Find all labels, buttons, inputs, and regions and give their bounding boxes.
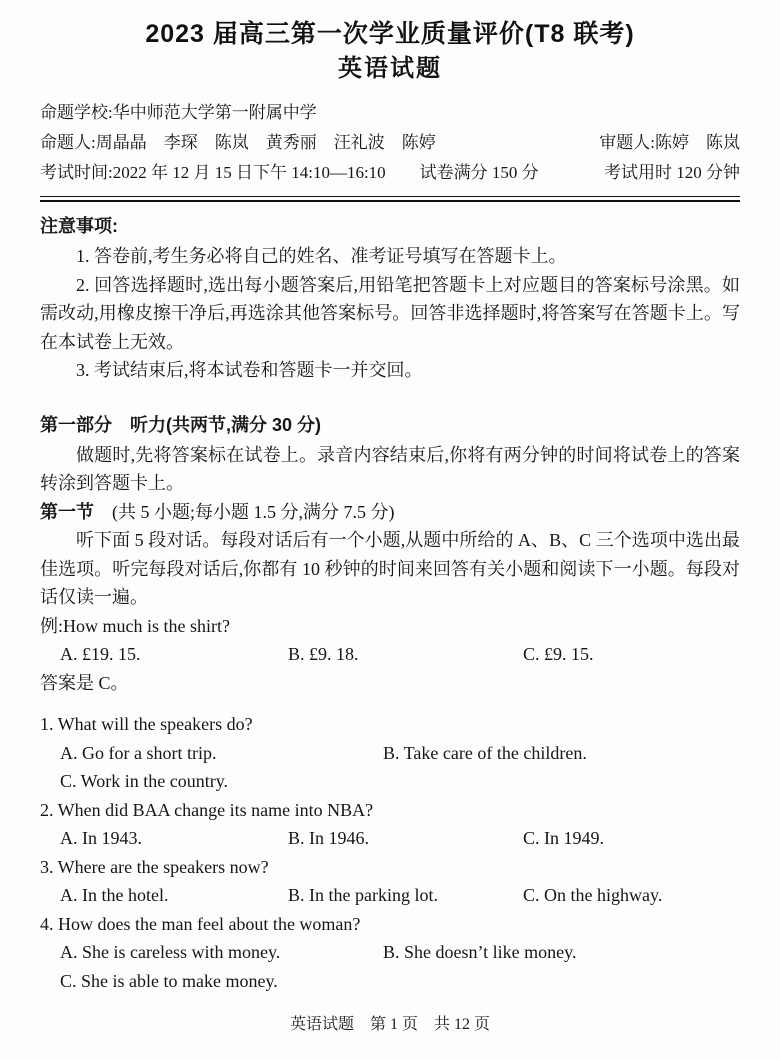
question-4-text: 4. How does the man feel about the woman? <box>40 913 361 934</box>
meta-duration: 考试用时 120 分钟 <box>604 163 740 182</box>
section1-heading-rest: (共 5 小题;每小题 1.5 分,满分 7.5 分) <box>94 501 395 522</box>
question-3-text: 3. Where are the speakers now? <box>40 856 269 877</box>
question-1-option-b: B. Take care of the children. <box>383 742 587 763</box>
example-answer: 答案是 C。 <box>40 672 129 693</box>
meta-setters: 命题人:周晶晶 李琛 陈岚 黄秀丽 汪礼波 陈婷 <box>40 133 436 152</box>
question-2 <box>40 796 740 853</box>
example-option-b: B. £9. 18. <box>288 644 359 664</box>
question-3 <box>40 853 740 910</box>
question-1 <box>40 710 740 796</box>
question-4-option-c: C. She is able to make money. <box>60 970 278 991</box>
example-options-row <box>40 640 740 669</box>
part1-heading: 第一部分 听力(共两节,满分 30 分) <box>40 414 322 435</box>
notice-heading: 注意事项: <box>40 216 118 236</box>
question-1-option-c: C. Work in the country. <box>60 771 229 791</box>
question-1-option-a: A. Go for a short trip. <box>60 742 217 763</box>
question-4-options-row-1 <box>40 938 740 967</box>
question-1-options-row-1 <box>40 739 740 768</box>
meta-reviewers: 审题人:陈婷 陈岚 <box>599 133 740 152</box>
part1-listening-section <box>40 409 740 996</box>
section1-heading <box>40 498 740 527</box>
notice-item-3: 3. 考试结束后,将本试卷和答题卡一并交回。 <box>76 360 423 380</box>
exam-meta-block <box>40 98 740 188</box>
question-2-options-row <box>40 824 740 853</box>
question-3-option-c: C. On the highway. <box>523 885 663 905</box>
page-footer: 英语试题 第 1 页 共 12 页 <box>289 1016 490 1033</box>
listening-questions <box>40 710 740 995</box>
notice-section <box>40 210 740 385</box>
question-2-option-c: C. In 1949. <box>523 828 604 848</box>
notice-item-2: 2. 回答选择题时,选出每小题答案后,用铅笔把答题卡上对应题目的答案标号涂黑。如需改动,用橡皮擦干净后,再选涂其他答案标号。回答非选择题时,将答案写在答题卡上。写在本试卷上无效。 <box>40 274 740 352</box>
question-4-option-a: A. She is careless with money. <box>60 942 281 962</box>
meta-people-line <box>40 128 740 158</box>
part1-intro: 做题时,先将答案标在试卷上。录音内容结束后,你将有两分钟的时间将试卷上的答案转涂到答题卡上。 <box>40 444 740 493</box>
question-1-text: 1. What will the speakers do? <box>40 714 253 734</box>
question-2-option-a: A. In 1943. <box>60 828 142 848</box>
exam-subject-title: 英语试题 <box>338 55 442 82</box>
question-2-option-b: B. In 1946. <box>288 828 369 848</box>
exam-title: 2023 届高三第一次学业质量评价(T8 联考) <box>145 20 635 48</box>
section1-label: 第一节 <box>40 501 94 522</box>
question-3-options-row <box>40 881 740 910</box>
question-1-options-row-2 <box>40 767 740 796</box>
meta-school: 命题学校:华中师范大学第一附属中学 <box>40 103 317 122</box>
question-4-options-row-2 <box>40 967 740 996</box>
example-prompt: 例:How much is the shirt? <box>40 615 230 636</box>
meta-exam-time: 考试时间:2022 年 12 月 15 日下午 14:10—16:10 试卷满分 150 分 <box>40 163 539 182</box>
example-option-a: A. £19. 15. <box>60 644 141 664</box>
meta-school-line <box>40 98 740 128</box>
question-3-option-a: A. In the hotel. <box>60 885 169 905</box>
meta-time-line <box>40 158 740 188</box>
example-block <box>40 612 740 698</box>
notice-item-1: 1. 答卷前,考生务必将自己的姓名、准考证号填写在答题卡上。 <box>76 246 567 266</box>
question-4 <box>40 910 740 996</box>
question-2-text: 2. When did BAA change its name into NBA? <box>40 799 374 820</box>
header-divider-double-rule <box>40 196 740 202</box>
question-3-option-b: B. In the parking lot. <box>288 885 438 905</box>
section1-intro: 听下面 5 段对话。每段对话后有一个小题,从题中所给的 A、B、C 三个选项中选出最佳选项。听完每段对话后,你都有 10 秒钟的时间来回答有关小题和阅读下一小题。每段对话仅读一遍。 <box>40 530 740 607</box>
example-option-c: C. £9. 15. <box>523 644 594 664</box>
question-4-option-b: B. She doesn’t like money. <box>383 942 577 962</box>
